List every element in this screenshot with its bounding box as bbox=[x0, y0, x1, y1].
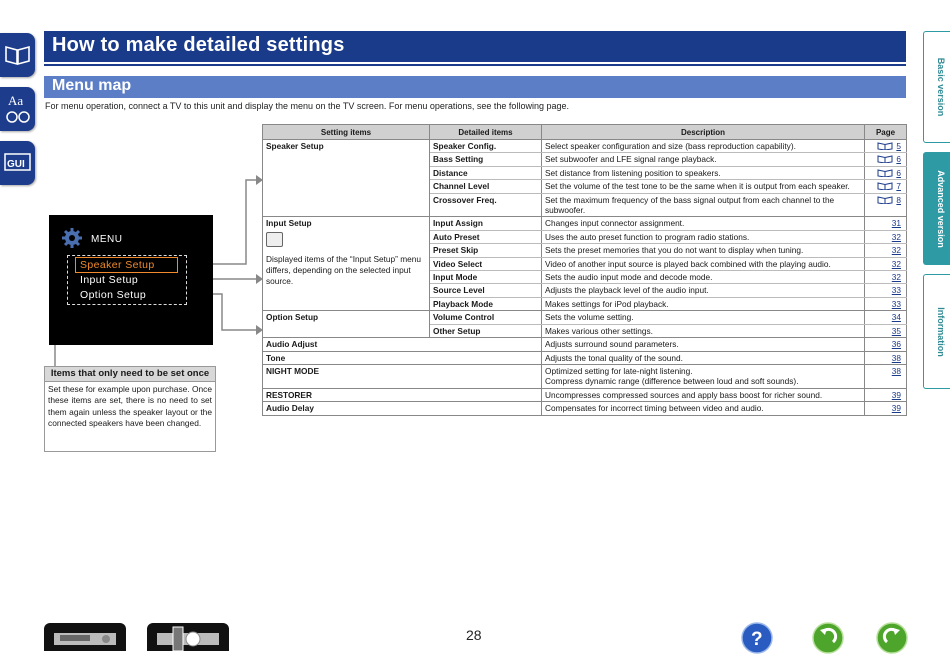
table-row bbox=[263, 364, 907, 388]
desc-cell: Sets the volume setting. bbox=[542, 311, 865, 324]
wrench-icon bbox=[266, 232, 283, 247]
detail-cell: Playback Mode bbox=[430, 297, 542, 310]
page-title: How to make detailed settings bbox=[52, 34, 345, 56]
page-link[interactable]: 38 bbox=[891, 352, 901, 363]
desc-cell: Uses the auto preset function to program radio stations. bbox=[542, 230, 865, 243]
detail-cell: Volume Control bbox=[430, 311, 542, 324]
setting-night-mode: NIGHT MODE bbox=[263, 364, 542, 388]
book-icon bbox=[877, 142, 893, 150]
col-header-description: Description bbox=[542, 125, 865, 140]
desc-cell: Set the volume of the test tone to be the same when it is output from each speaker. bbox=[542, 180, 865, 193]
setting-option-setup: Option Setup bbox=[263, 311, 430, 338]
gear-icon bbox=[61, 227, 83, 249]
book-icon bbox=[877, 155, 893, 163]
remote-control-button[interactable] bbox=[147, 623, 229, 651]
desc-cell: Sets the audio input mode and decode mode. bbox=[542, 271, 865, 284]
page-link[interactable]: 36 bbox=[891, 339, 901, 350]
page-link[interactable]: 39 bbox=[891, 389, 901, 400]
page-link[interactable]: 33 bbox=[891, 285, 901, 296]
page-cell[interactable] bbox=[865, 140, 907, 153]
col-header-setting: Setting items bbox=[263, 125, 430, 140]
detail-cell: Video Select bbox=[430, 257, 542, 270]
abbreviations-icon bbox=[0, 87, 35, 131]
setting-speaker-setup: Speaker Setup bbox=[263, 140, 430, 217]
page-link[interactable]: 7 bbox=[896, 181, 901, 192]
contents-button[interactable] bbox=[0, 33, 35, 77]
desc-cell: Set distance from listening position to speakers. bbox=[542, 166, 865, 179]
receiver-front-icon bbox=[44, 623, 126, 651]
tab-basic-version[interactable]: Basic version bbox=[923, 31, 950, 143]
table-row bbox=[263, 140, 907, 153]
page-cell[interactable] bbox=[865, 153, 907, 166]
setting-audio-adjust: Audio Adjust bbox=[263, 338, 542, 351]
detail-cell: Preset Skip bbox=[430, 244, 542, 257]
receiver-remote-icon bbox=[147, 623, 229, 651]
tab-advanced-version[interactable]: Advanced version bbox=[923, 152, 950, 265]
menu-item-speaker-setup[interactable]: Speaker Setup bbox=[80, 259, 155, 271]
book-icon bbox=[877, 169, 893, 177]
question-icon: ? bbox=[751, 629, 763, 650]
desc-line: Compress dynamic range (difference between loud and soft sounds). bbox=[545, 376, 799, 387]
table-row bbox=[263, 217, 907, 230]
tv-menu-screen bbox=[49, 215, 213, 345]
page-link[interactable]: 35 bbox=[891, 325, 901, 336]
table-row bbox=[263, 402, 907, 415]
page-cell[interactable] bbox=[865, 217, 907, 230]
table-row bbox=[263, 351, 907, 364]
input-setup-note: Displayed items of the “Input Setup” menu differs, depending on the selected input source. bbox=[266, 254, 421, 286]
forward-button[interactable] bbox=[876, 622, 908, 654]
detail-cell: Distance bbox=[430, 166, 542, 179]
page-link[interactable]: 32 bbox=[891, 272, 901, 283]
page-cell[interactable] bbox=[865, 351, 907, 364]
intro-text: For menu operation, connect a TV to this unit and display the menu on the TV screen. For menu operations, see the following page. bbox=[45, 101, 569, 111]
detail-cell: Auto Preset bbox=[430, 230, 542, 243]
svg-text:GUI: GUI bbox=[7, 159, 25, 170]
page-cell[interactable] bbox=[865, 324, 907, 337]
page-cell[interactable] bbox=[865, 230, 907, 243]
page-title-bar bbox=[44, 31, 906, 62]
page-cell[interactable] bbox=[865, 166, 907, 179]
desc-cell: Sets the preset memories that you do not want to display when tuning. bbox=[542, 244, 865, 257]
desc-cell: Compensates for incorrect timing between video and audio. bbox=[542, 402, 865, 415]
once-box-body: Set these for example upon purchase. Once these items are set, there is no need to set them again unless the speaker layout or the connected speakers have been changed. bbox=[48, 384, 212, 429]
detail-cell: Crossover Freq. bbox=[430, 193, 542, 217]
menu-item-option-setup[interactable]: Option Setup bbox=[80, 289, 147, 301]
setting-input-setup bbox=[263, 217, 430, 311]
page-cell[interactable] bbox=[865, 284, 907, 297]
detail-cell: Bass Setting bbox=[430, 153, 542, 166]
section-title-bar bbox=[44, 76, 906, 98]
gui-icon bbox=[0, 141, 35, 185]
desc-cell: Adjusts the tonal quality of the sound. bbox=[542, 351, 865, 364]
detail-cell: Other Setup bbox=[430, 324, 542, 337]
desc-cell: Uncompresses compressed sources and apply bass boost for richer sound. bbox=[542, 388, 865, 401]
setting-audio-delay: Audio Delay bbox=[263, 402, 542, 415]
page-cell[interactable] bbox=[865, 364, 907, 388]
page-cell[interactable] bbox=[865, 257, 907, 270]
svg-text:Aa: Aa bbox=[8, 93, 24, 108]
desc-cell: Select speaker configuration and size (bass reproduction capability). bbox=[542, 140, 865, 153]
help-button[interactable] bbox=[741, 622, 773, 654]
section-title: Menu map bbox=[52, 77, 132, 94]
table-header-row bbox=[263, 125, 907, 140]
desc-line: Optimized setting for late-night listening. bbox=[545, 365, 693, 376]
gui-button[interactable] bbox=[0, 141, 35, 185]
page-cell[interactable] bbox=[865, 180, 907, 193]
desc-cell: Set subwoofer and LFE signal range playback. bbox=[542, 153, 865, 166]
desc-cell: Adjusts the playback level of the audio input. bbox=[542, 284, 865, 297]
menu-item-input-setup[interactable]: Input Setup bbox=[80, 274, 139, 286]
page-link[interactable]: 39 bbox=[891, 403, 901, 414]
desc-cell: Makes various other settings. bbox=[542, 324, 865, 337]
page-cell[interactable] bbox=[865, 311, 907, 324]
page-link[interactable]: 32 bbox=[891, 245, 901, 256]
page-link[interactable]: 32 bbox=[891, 231, 901, 242]
page-cell[interactable] bbox=[865, 338, 907, 351]
desc-cell: Makes settings for iPod playback. bbox=[542, 297, 865, 310]
page-link[interactable]: 33 bbox=[891, 298, 901, 309]
desc-cell bbox=[542, 364, 865, 388]
page-cell[interactable] bbox=[865, 193, 907, 217]
title-rule bbox=[44, 64, 906, 66]
page-cell[interactable] bbox=[865, 271, 907, 284]
menu-title: MENU bbox=[91, 234, 123, 245]
page-link[interactable]: 5 bbox=[896, 141, 901, 151]
detail-cell: Channel Level bbox=[430, 180, 542, 193]
page-cell[interactable] bbox=[865, 402, 907, 415]
menu-map-table bbox=[262, 124, 907, 416]
page-number: 28 bbox=[466, 627, 482, 643]
back-button[interactable] bbox=[812, 622, 844, 654]
once-box-heading: Items that only need to be set once bbox=[45, 367, 215, 382]
page-link[interactable]: 6 bbox=[896, 154, 901, 165]
table-row bbox=[263, 338, 907, 351]
page-link[interactable]: 6 bbox=[896, 167, 901, 178]
page-link[interactable]: 31 bbox=[891, 218, 901, 229]
page-cell[interactable] bbox=[865, 244, 907, 257]
page-cell[interactable] bbox=[865, 297, 907, 310]
detail-cell: Source Level bbox=[430, 284, 542, 297]
page-link[interactable]: 38 bbox=[891, 365, 901, 376]
tab-information[interactable]: Information bbox=[923, 274, 950, 389]
desc-cell: Set the maximum frequency of the bass signal output from each channel to the subwoofer. bbox=[542, 193, 865, 217]
book-icon bbox=[877, 182, 893, 190]
page-cell[interactable] bbox=[865, 388, 907, 401]
book-icon bbox=[877, 196, 893, 204]
detail-cell: Input Assign bbox=[430, 217, 542, 230]
table-row bbox=[263, 311, 907, 324]
setting-restorer: RESTORER bbox=[263, 388, 542, 401]
desc-cell: Video of another input source is played back combined with the playing audio. bbox=[542, 257, 865, 270]
book-icon bbox=[0, 33, 35, 77]
page-link[interactable]: 8 bbox=[896, 194, 901, 205]
desc-cell: Changes input connector assignment. bbox=[542, 217, 865, 230]
index-button[interactable] bbox=[0, 87, 35, 131]
once-settings-box bbox=[44, 366, 216, 452]
detail-cell: Speaker Config. bbox=[430, 140, 542, 153]
table-row bbox=[263, 388, 907, 401]
col-header-page: Page bbox=[865, 125, 907, 140]
detail-cell: Input Mode bbox=[430, 271, 542, 284]
desc-cell: Adjusts surround sound parameters. bbox=[542, 338, 865, 351]
front-panel-button[interactable] bbox=[44, 623, 126, 651]
page-link[interactable]: 34 bbox=[891, 312, 901, 323]
setting-tone: Tone bbox=[263, 351, 542, 364]
page-link[interactable]: 32 bbox=[891, 258, 901, 269]
col-header-detail: Detailed items bbox=[430, 125, 542, 140]
setting-label: Input Setup bbox=[266, 218, 312, 229]
